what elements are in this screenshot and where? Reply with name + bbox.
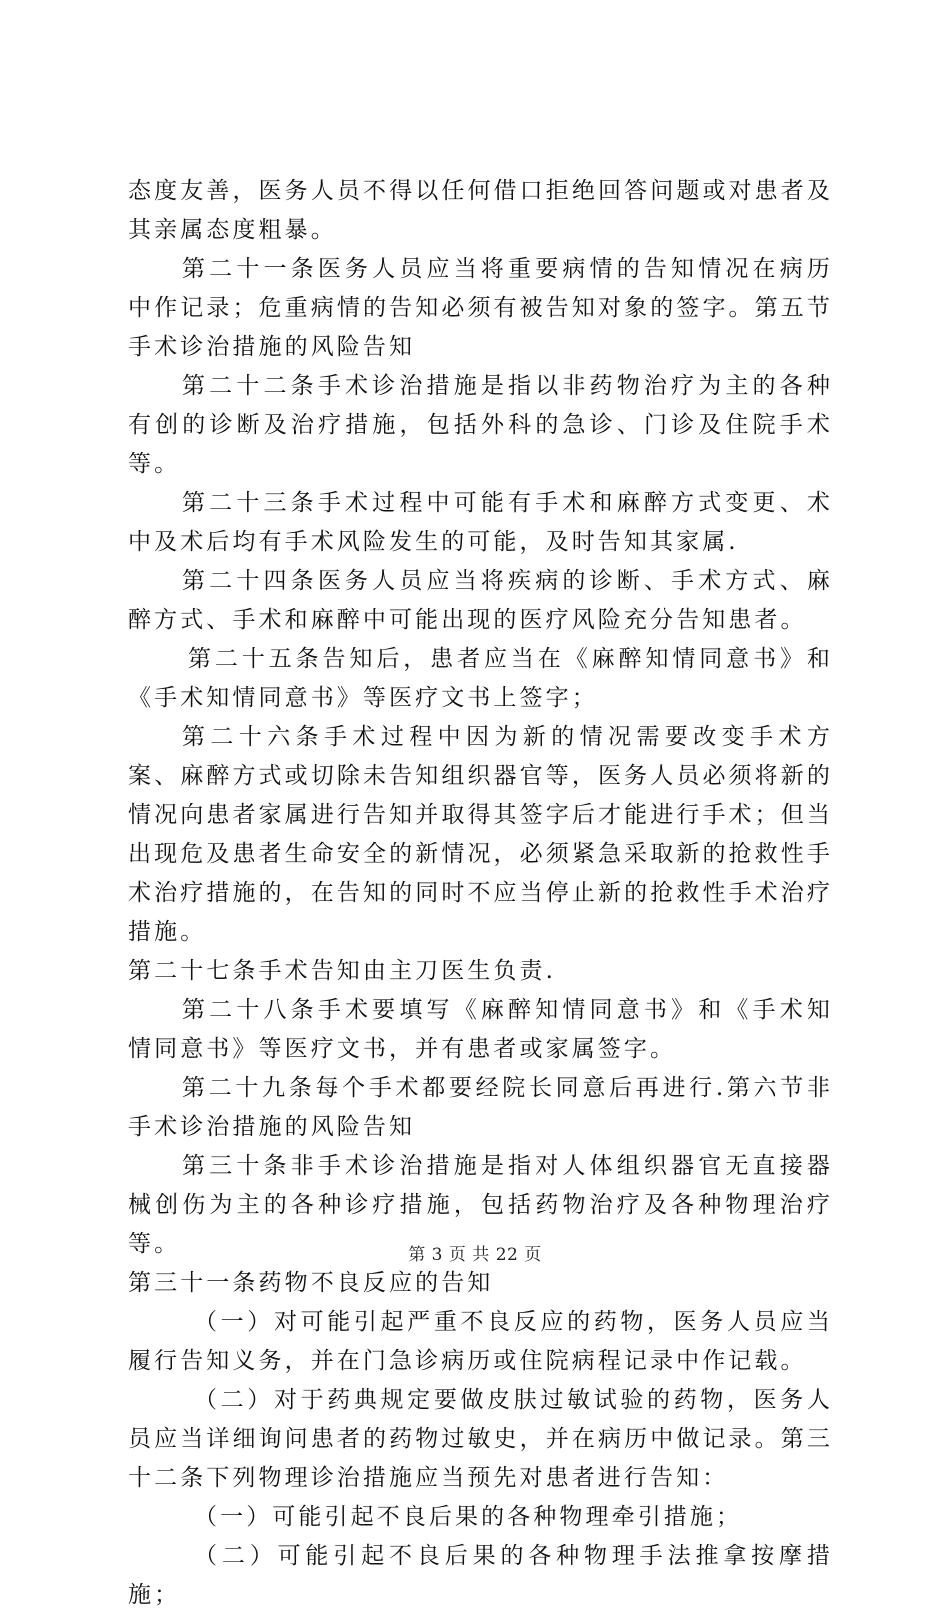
- document-body: [128, 172, 833, 1615]
- paragraph-article-21: 第二十一条医务人员应当将重要病情的告知情况在病历中作记录；危重病情的告知必须有被告知对象的签字。第五节手术诊治措施的风险告知: [128, 256, 833, 360]
- paragraph-article-31-item-1: （一）对可能引起严重不良反应的药物，医务人员应当履行告知义务，并在门急诊病历或住院病程记录中作记载。: [128, 1309, 833, 1374]
- paragraph-article-31-heading: 第三十一条药物不良反应的告知: [128, 1270, 494, 1296]
- paragraph-article-29: 第二十九条每个手术都要经院长同意后再进行.第六节非手术诊治措施的风险告知: [128, 1075, 833, 1140]
- paragraph-article-28: 第二十八条手术要填写《麻醉知情同意书》和《手术知情同意书》等医疗文书，并有患者或家属签字。: [128, 997, 833, 1062]
- paragraph-article-26: 第二十六条手术过程中因为新的情况需要改变手术方案、麻醉方式或切除未告知组织器官等，医务人员必须将新的情况向患者家属进行告知并取得其签字后才能进行手术；但当出现危及患者生命安全的新情况，必须紧急采取新的抢救性手术治疗措施的，在告知的同时不应当停止新的抢救性手术治疗措施。: [128, 724, 833, 945]
- paragraph-article-32-item-1: （一）可能引起不良后果的各种物理牵引措施；: [194, 1504, 743, 1530]
- paragraph-article-22: 第二十二条手术诊治措施是指以非药物治疗为主的各种有创的诊断及治疗措施，包括外科的急诊、门诊及住院手术等。: [128, 373, 833, 477]
- paragraph-article-32-item-2: （二）可能引起不良后果的各种物理手法推拿按摩措施；: [128, 1543, 833, 1608]
- paragraph-article-24: 第二十四条医务人员应当将疾病的诊断、手术方式、麻醉方式、手术和麻醉中可能出现的医疗风险充分告知患者。: [128, 568, 833, 633]
- paragraph-article-23: 第二十三条手术过程中可能有手术和麻醉方式变更、术中及术后均有手术风险发生的可能，及时告知其家属.: [128, 490, 833, 555]
- paragraph-article-25: 第二十五条告知后，患者应当在《麻醉知情同意书》和《手术知情同意书》等医疗文书上签字；: [128, 646, 833, 711]
- paragraph-article-27: 第二十七条手术告知由主刀医生负责.: [128, 958, 557, 984]
- page-footer: 第 3 页 共 22 页: [408, 1245, 542, 1265]
- paragraph-continuation: 态度友善，医务人员不得以任何借口拒绝回答问题或对患者及其亲属态度粗暴。: [128, 178, 833, 243]
- paragraph-article-31-item-2: （二）对于药典规定要做皮肤过敏试验的药物，医务人员应当详细询问患者的药物过敏史，并在病历中做记录。第三十二条下列物理诊治措施应当预先对患者进行告知：: [128, 1387, 833, 1491]
- paragraph-article-30: 第三十条非手术诊治措施是指对人体组织器官无直接器械创伤为主的各种诊疗措施，包括药物治疗及各种物理治疗等。: [128, 1153, 833, 1257]
